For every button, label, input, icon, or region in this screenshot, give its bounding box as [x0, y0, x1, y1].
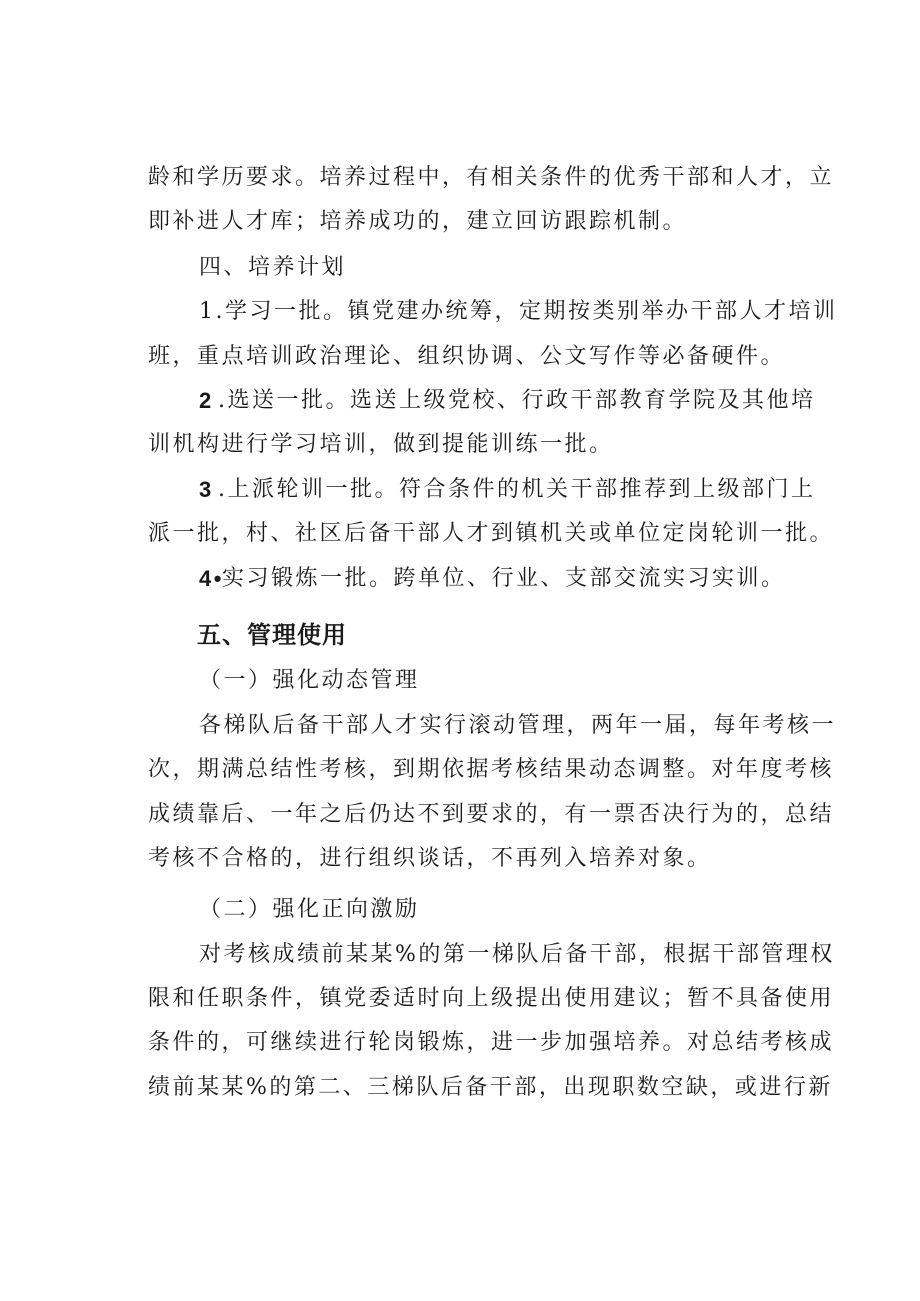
paragraph-line: 龄和学历要求。培养过程中，有相关条件的优秀干部和人才，立 [148, 165, 835, 190]
paragraph-line: 限和任职条件，镇党委适时向上级提出使用建议；暂不具备使用 [148, 986, 835, 1011]
list-item-4-line: 实习锻炼一批。跨单位、行业、支部交流实习实训。 [222, 566, 786, 591]
paragraph-line: 训机构进行学习培训，做到提能训练一批。 [148, 432, 614, 457]
paragraph-line: 各梯队后备干部人才实行滚动管理，两年一届，每年考核一 [199, 713, 837, 738]
list-item-2-line: .选送一批。选送上级党校、行政干部教育学院及其他培 [218, 388, 816, 413]
paragraph-line: 次，期满总结性考核，到期依据考核结果动态调整。对年度考核 [148, 757, 835, 782]
subsection-heading-positive-incentive: （二）强化正向激励 [199, 897, 420, 922]
paragraph-line: 对考核成绩前某某%的第一梯队后备干部，根据干部管理权 [199, 942, 835, 967]
paragraph-line: 派一批，村、社区后备干部人才到镇机关或单位定岗轮训一批。 [148, 521, 835, 546]
paragraph-line: 班，重点培训政治理论、组织协调、公文写作等必备硬件。 [148, 344, 786, 369]
list-number-4: 4• [199, 566, 224, 591]
subsection-heading-dynamic-management: （一）强化动态管理 [199, 668, 420, 693]
paragraph-line: 成绩靠后、一年之后仍达不到要求的，有一票否决行为的，总结 [148, 802, 835, 827]
paragraph-line: 即补进人才库；培养成功的，建立回访跟踪机制。 [148, 209, 688, 234]
paragraph-line: 条件的，可继续进行轮岗锻炼，进一步加强培养。对总结考核成 [148, 1030, 835, 1055]
list-number-3: 3 [199, 477, 214, 502]
paragraph-line: 考核不合格的，进行组织谈话，不再列入培养对象。 [148, 846, 712, 871]
paragraph-line: 绩前某某%的第二、三梯队后备干部，出现职数空缺，或进行新 [148, 1075, 833, 1100]
list-item-3-line: .上派轮训一批。符合条件的机关干部推荐到上级部门上 [218, 477, 816, 502]
list-number-2: 2 [199, 388, 214, 413]
list-item-1-line: 1.学习一批。镇党建办统筹，定期按类别举办干部人才培训 [199, 299, 838, 324]
section-heading-management: 五、管理使用 [197, 621, 347, 649]
section-heading-training-plan: 四、培养计划 [199, 255, 347, 280]
